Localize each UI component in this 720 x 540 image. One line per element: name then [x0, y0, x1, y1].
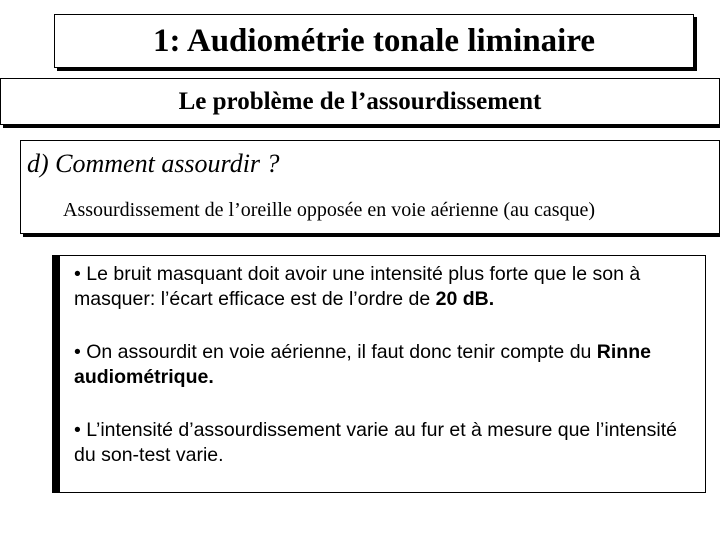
bullet-text: • L’intensité d’assourdissement varie au fur et à mesure que l’intensité du son-test varie.	[74, 419, 677, 466]
content-box	[52, 255, 706, 493]
bullet-item	[74, 418, 697, 468]
subtitle-box	[0, 78, 720, 125]
slide-subtitle: Le problème de l’assourdissement	[178, 87, 542, 115]
section-heading: d) Comment assourdir ?	[27, 149, 280, 178]
bullet-text: • On assourdit en voie aérienne, il faut donc tenir compte du	[74, 341, 597, 363]
bullet-item	[74, 262, 697, 312]
section-box	[20, 140, 720, 234]
bullet-text: • Le bruit masquant doit avoir une intensité plus forte que le son à masquer: l’écart efficace est de l’ordre de	[74, 263, 641, 310]
bullet-emphasis: Rinne audiométrique.	[74, 341, 651, 388]
bullet-list	[74, 262, 697, 496]
section-subheading: Assourdissement de l’oreille opposée en voie aérienne (au casque)	[63, 199, 596, 221]
bullet-item	[74, 340, 697, 390]
slide-title: 1: Audiométrie tonale liminaire	[152, 22, 596, 59]
title-box	[54, 14, 694, 68]
bullet-emphasis: 20 dB.	[435, 288, 495, 310]
